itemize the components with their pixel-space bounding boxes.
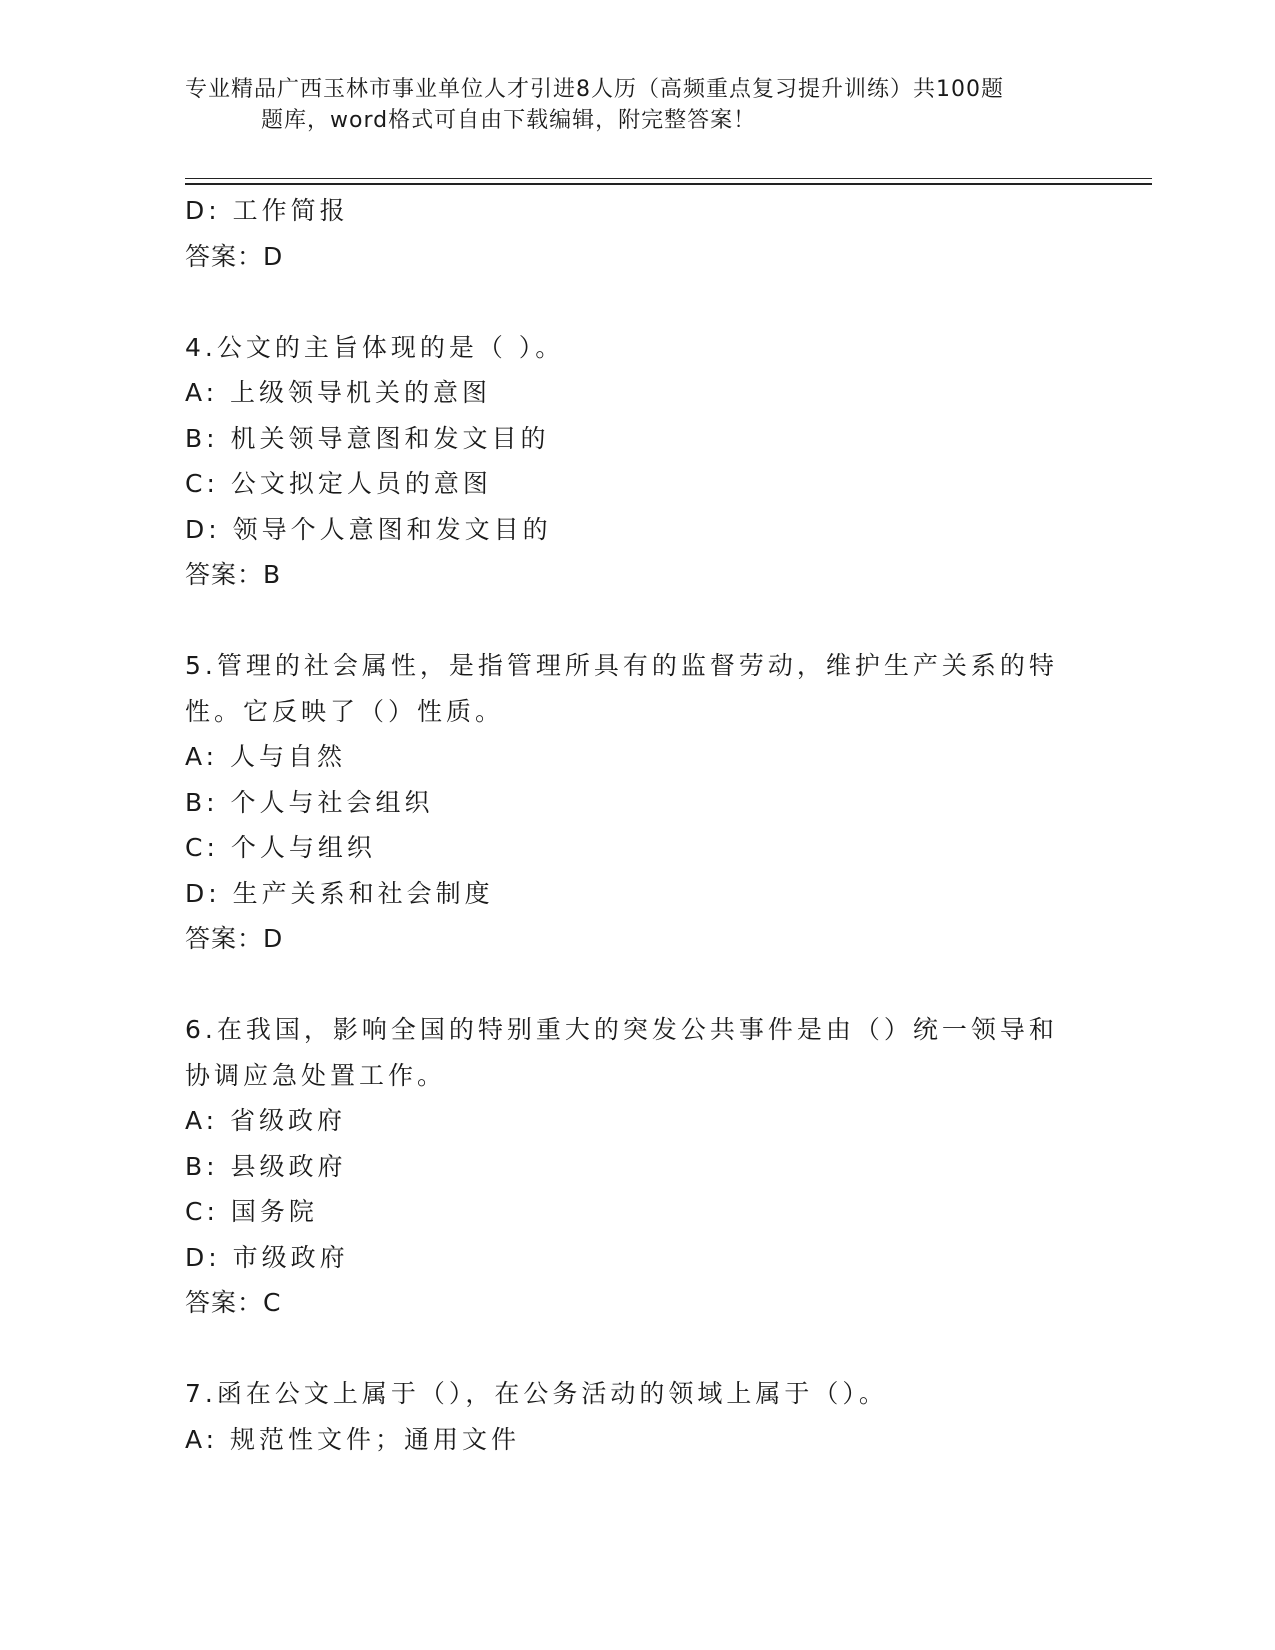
option-d: D: 领导个人意图和发文目的	[185, 514, 552, 544]
option-c: C: 个人与组织	[185, 833, 376, 862]
answer: 答案：D	[185, 924, 284, 953]
question-spacer	[185, 1326, 1105, 1372]
question-stem: 4.公文的主旨体现的是（ ）。	[185, 332, 565, 362]
header-title-line2: 题库，word格式可自由下载编辑，附完整答案！	[261, 108, 757, 133]
option-c: C: 国务院	[185, 1197, 318, 1226]
option-b: B: 个人与社会组织	[185, 787, 434, 817]
question-list	[185, 188, 1105, 1462]
option-a: A: 规范性文件；通用文件	[185, 1424, 521, 1454]
question-3	[185, 188, 1105, 279]
option-b: B: 机关领导意图和发文目的	[185, 423, 550, 453]
header-divider-thin	[185, 178, 1152, 179]
page-header	[185, 74, 1085, 136]
question-spacer	[185, 279, 1105, 325]
question-stem-line2: 性。它反映了（）性质。	[185, 696, 505, 726]
question-stem: 7.函在公文上属于（），在公务活动的领域上属于（）。	[185, 1379, 888, 1408]
option-c: C: 公文拟定人员的意图	[185, 469, 492, 498]
question-stem-line2: 协调应急处置工作。	[185, 1060, 447, 1090]
option-b: B: 县级政府	[185, 1151, 347, 1181]
question-5	[185, 643, 1105, 962]
option-a: A: 省级政府	[185, 1106, 347, 1135]
answer: 答案：D	[185, 241, 284, 271]
question-spacer	[185, 598, 1105, 644]
question-6	[185, 1007, 1105, 1326]
question-stem-line1: 5.管理的社会属性，是指管理所具有的监督劳动，维护生产关系的特	[185, 651, 1058, 680]
option-a: A: 上级领导机关的意图	[185, 378, 492, 407]
header-divider-thick	[185, 183, 1152, 185]
question-4	[185, 325, 1105, 598]
question-spacer	[185, 962, 1105, 1008]
option-d: D: 工作简报	[185, 196, 349, 225]
option-d: D: 市级政府	[185, 1242, 349, 1272]
header-title-line1: 专业精品广西玉林市事业单位人才引进8人历（高频重点复习提升训练）共100题	[185, 77, 1004, 102]
option-a: A: 人与自然	[185, 742, 347, 771]
option-d: D: 生产关系和社会制度	[185, 878, 494, 908]
question-7	[185, 1371, 1105, 1462]
answer: 答案：C	[185, 1288, 282, 1317]
answer: 答案：B	[185, 560, 282, 589]
question-stem-line1: 6.在我国，影响全国的特别重大的突发公共事件是由（）统一领导和	[185, 1015, 1058, 1044]
